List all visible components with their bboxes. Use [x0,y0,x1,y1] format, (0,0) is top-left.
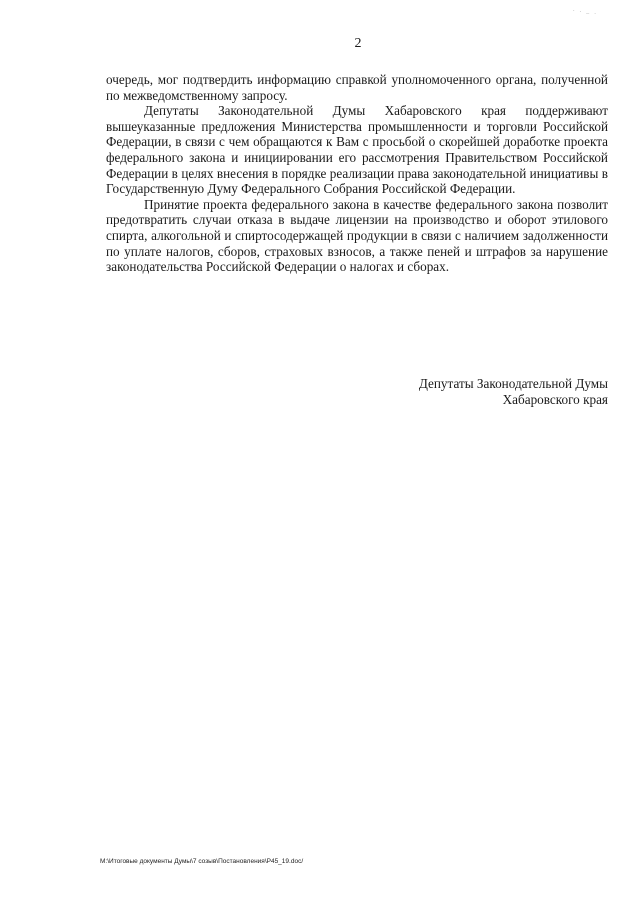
signature-line-2: Хабаровского края [502,391,608,407]
footer-file-path: M:\Итоговые документы Думы\7 созыв\Постановления\Р45_19.doc/ [100,858,304,865]
paragraph-continuation: очередь, мог подтвердить информацию справкой уполномоченного органа, полученной по межведомственному запросу. [106,72,608,103]
signature-line-1: Депутаты Законодательной Думы [418,376,608,391]
signature-block [348,376,608,407]
paragraph-support: Депутаты Законодательной Думы Хабаровского края поддерживают вышеуказанные предложения Министерства промышленности и торговли Российской Федерации, в связи с чем обращаются к Вам с просьбой о скорейшей доработке проекта федерального закона и инициировании его рассмотрения Правительством Российской Федерации в целях внесения в порядке реализации права законодательной инициативы в Государственную Думу Федерального Собрания Российской Федерации. [106,103,608,197]
paragraph-conclusion: Принятие проекта федерального закона в качестве федерального закона позволит предотвратить случаи отказа в выдаче лицензии на производство и оборот этилового спирта, алкогольной и спиртосодержащей продукции в связи с наличием задолженности по уплате налогов, сборов, страховых взносов, а также пеней и штрафов за нарушение законодательства Российской Федерации о налогах и сборах. [106,196,608,275]
page-number: 2 [354,36,362,51]
document-body [106,72,608,275]
scan-artifact: ˙ ˙ ⁻ ˙ [571,8,598,21]
